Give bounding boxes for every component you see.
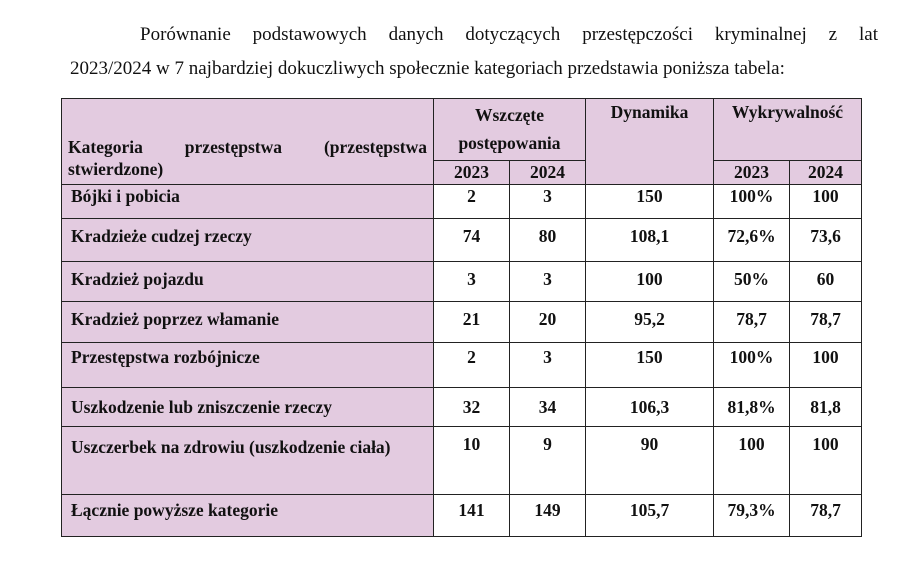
row-initiated-2024: 3: [510, 262, 586, 302]
header-category: Kategoria przestępstwa (przestępstwa stwierdzone): [62, 99, 434, 185]
table-row: [62, 262, 862, 302]
row-detection-2024: 78,7: [790, 302, 862, 343]
table-row: [62, 302, 862, 343]
row-dynamics: 105,7: [586, 495, 714, 537]
header-detection: Wykrywalność: [714, 99, 862, 161]
row-detection-2024: 73,6: [790, 219, 862, 262]
row-category: Uszkodzenie lub zniszczenie rzeczy: [62, 388, 434, 427]
row-initiated-2023: 74: [434, 219, 510, 262]
header-initiated-2024: 2024: [510, 161, 586, 185]
row-initiated-2023: 141: [434, 495, 510, 537]
row-dynamics: 108,1: [586, 219, 714, 262]
row-initiated-2024: 34: [510, 388, 586, 427]
row-detection-2024: 78,7: [790, 495, 862, 537]
table-row-total: [62, 495, 862, 537]
row-initiated-2024: 3: [510, 343, 586, 388]
row-dynamics: 100: [586, 262, 714, 302]
row-detection-2023: 81,8%: [714, 388, 790, 427]
row-initiated-2023: 21: [434, 302, 510, 343]
row-category: Uszczerbek na zdrowiu (uszkodzenie ciała): [62, 427, 434, 495]
row-detection-2024: 100: [790, 427, 862, 495]
row-category: Przestępstwa rozbójnicze: [62, 343, 434, 388]
row-dynamics: 106,3: [586, 388, 714, 427]
row-detection-2024: 100: [790, 185, 862, 219]
row-dynamics: 150: [586, 343, 714, 388]
row-initiated-2024: 9: [510, 427, 586, 495]
row-detection-2023: 100: [714, 427, 790, 495]
table-row: [62, 185, 862, 219]
row-initiated-2023: 2: [434, 185, 510, 219]
row-initiated-2024: 20: [510, 302, 586, 343]
row-detection-2023: 50%: [714, 262, 790, 302]
intro-line-2: 2023/2024 w 7 najbardziej dokuczliwych społecznie kategoriach przedstawia poniższa tabela:: [70, 58, 785, 79]
intro-line-1: Porównanie podstawowych danych dotyczących przestępczości kryminalnej z lat: [140, 24, 878, 45]
row-category: Kradzieże cudzej rzeczy: [62, 219, 434, 262]
header-initiated: Wszczęte postępowania: [434, 99, 586, 161]
row-category: Kradzież poprzez włamanie: [62, 302, 434, 343]
row-detection-2023: 72,6%: [714, 219, 790, 262]
row-detection-2024: 100: [790, 343, 862, 388]
row-detection-2023: 100%: [714, 185, 790, 219]
row-category: Łącznie powyższe kategorie: [62, 495, 434, 537]
row-detection-2024: 60: [790, 262, 862, 302]
row-initiated-2024: 149: [510, 495, 586, 537]
row-category: Kradzież pojazdu: [62, 262, 434, 302]
table-row: [62, 219, 862, 262]
row-detection-2023: 79,3%: [714, 495, 790, 537]
row-dynamics: 90: [586, 427, 714, 495]
row-dynamics: 95,2: [586, 302, 714, 343]
row-detection-2023: 78,7: [714, 302, 790, 343]
table-row: [62, 427, 862, 495]
table-row: [62, 388, 862, 427]
intro-paragraph: [70, 18, 878, 86]
row-detection-2023: 100%: [714, 343, 790, 388]
row-dynamics: 150: [586, 185, 714, 219]
row-initiated-2024: 3: [510, 185, 586, 219]
header-detection-2023: 2023: [714, 161, 790, 185]
header-dynamics: Dynamika: [586, 99, 714, 185]
table-row: [62, 343, 862, 388]
row-initiated-2023: 2: [434, 343, 510, 388]
header-detection-2024: 2024: [790, 161, 862, 185]
row-initiated-2023: 3: [434, 262, 510, 302]
row-initiated-2023: 10: [434, 427, 510, 495]
row-initiated-2024: 80: [510, 219, 586, 262]
row-initiated-2023: 32: [434, 388, 510, 427]
row-category: Bójki i pobicia: [62, 185, 434, 219]
header-initiated-2023: 2023: [434, 161, 510, 185]
crime-statistics-table: [61, 98, 862, 537]
row-detection-2024: 81,8: [790, 388, 862, 427]
